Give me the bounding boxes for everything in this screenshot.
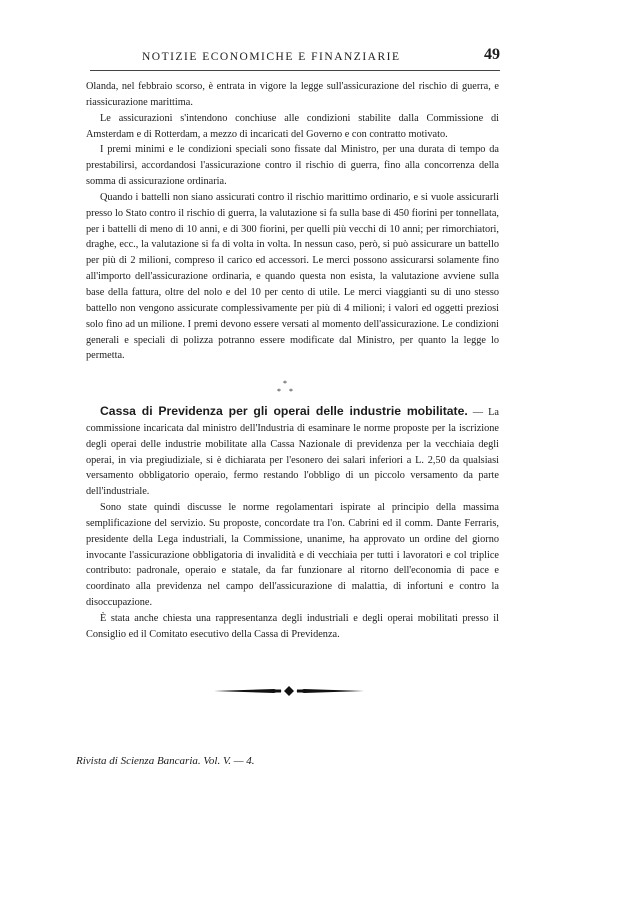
section-paragraph-3: È stata anche chiesta una rappresentanza degli industriali e degli operai mobilitati presso il Consiglio ed il Comitato esecutivo della Cassa di Previdenza.: [86, 612, 499, 640]
page-header: [90, 46, 500, 67]
paragraph-3: I premi minimi e le condizioni speciali sono fissate dal Ministro, per una durata di tempo da prestabilirsi, accordandosi l'assicurazione contro il rischio di guerra, fino alla concorrenza della somma di assicurazione ordinaria.: [86, 144, 499, 188]
paragraph-1: Olanda, nel febbraio scorso, è entrata in vigore la legge sull'assicurazione del rischio di guerra, e riassicurazione marittima.: [86, 81, 499, 108]
paragraph-4: Quando i battelli non siano assicurati contro il rischio marittimo ordinario, e si vuole assicurarli presso lo Stato contro il rischio di guerra, la valutazione si fa sulla base di 450 fiorini per tonnellata, per i battelli di meno di 10 anni, e di 300 fiorini, per quelli più vecchi di 10 anni; per rimorchiatori, draghe, ecc., la valutazione si fa di volta in volta. In nessun caso, però, si può assicurare un battello per più di 2 milioni, compreso il carico ed accessori. Le merci possono assicurarsi solamente fino all'importo dell'assicurazione ordinaria, e quando questa non esista, la valutazione avviene sulla base della fattura, oltre del nolo e del 10 per cento di utile. Le merci viaggianti su di uno stesso battello non vengono assicurate complessivamente per più di 4 milioni; i valori ed oggetti preziosi solo fino ad un milione. I premi devono essere versati al momento dell'assicurazione. Le condizioni generali e speciali di polizza potranno essere modificate dal Ministro, per quanto la legge lo permetta.: [86, 191, 499, 362]
running-title: NOTIZIE ECONOMICHE E FINANZIARIE: [142, 51, 401, 63]
svg-text:*: *: [289, 387, 293, 396]
page-number: 49: [484, 46, 500, 63]
header-rule: [90, 70, 500, 71]
asterism-icon: [270, 378, 300, 398]
section-first-paragraph: [86, 404, 499, 500]
article-body: [86, 79, 499, 364]
section-lead-text: — La commissione incaricata dal ministro dell'Industria di esaminare le norme proposte per la iscrizione degli operai delle industrie mobilitate alla Cassa Nazionale di previdenza per la vecchiaia degli operai, in via pregiudiziale, si è dichiarata per l'esonero dei salari inferiori a L. 2,50 da qualsiasi versamento obbligatorio operaio, fermo restando l'obbligo di un piccolo versamento da parte dell'industriale.: [86, 407, 499, 498]
section-cassa-previdenza: [86, 404, 499, 643]
svg-text:*: *: [277, 387, 281, 396]
journal-signature: Rivista di Scienza Bancaria. Vol. V. — 4.: [76, 755, 255, 767]
paragraph-2: Le assicurazioni s'intendono conchiuse alle condizioni stabilite dalla Commissione di Amsterdam e di Rotterdam, a mezzo di incaricati del Governo e con contratto motivato.: [86, 112, 499, 140]
section-title: Cassa di Previdenza per gli operai delle industrie mobilitate.: [100, 404, 468, 418]
end-ornament-icon: [214, 684, 364, 698]
svg-text:*: *: [283, 379, 287, 388]
section-paragraph-2: Sono state quindi discusse le norme regolamentari ispirate al principio della massima semplificazione del servizio. Su proposte, concordate tra l'on. Cabrini ed il comm. Dante Ferraris, presidente della Lega industriali, la Commissione, unanime, ha approvato un ordine del giorno invocante l'assicurazione obbligatoria di invalidità e di vecchiaia per tutti i lavoratori e col triplice contributo: padronale, operaio e statale, da far funzionare al ritorno dell'economia di pace e coordinato alla previdenza nel campo dell'assicurazione di malattia, di infortuni e contro la disoccupazione.: [86, 502, 499, 609]
